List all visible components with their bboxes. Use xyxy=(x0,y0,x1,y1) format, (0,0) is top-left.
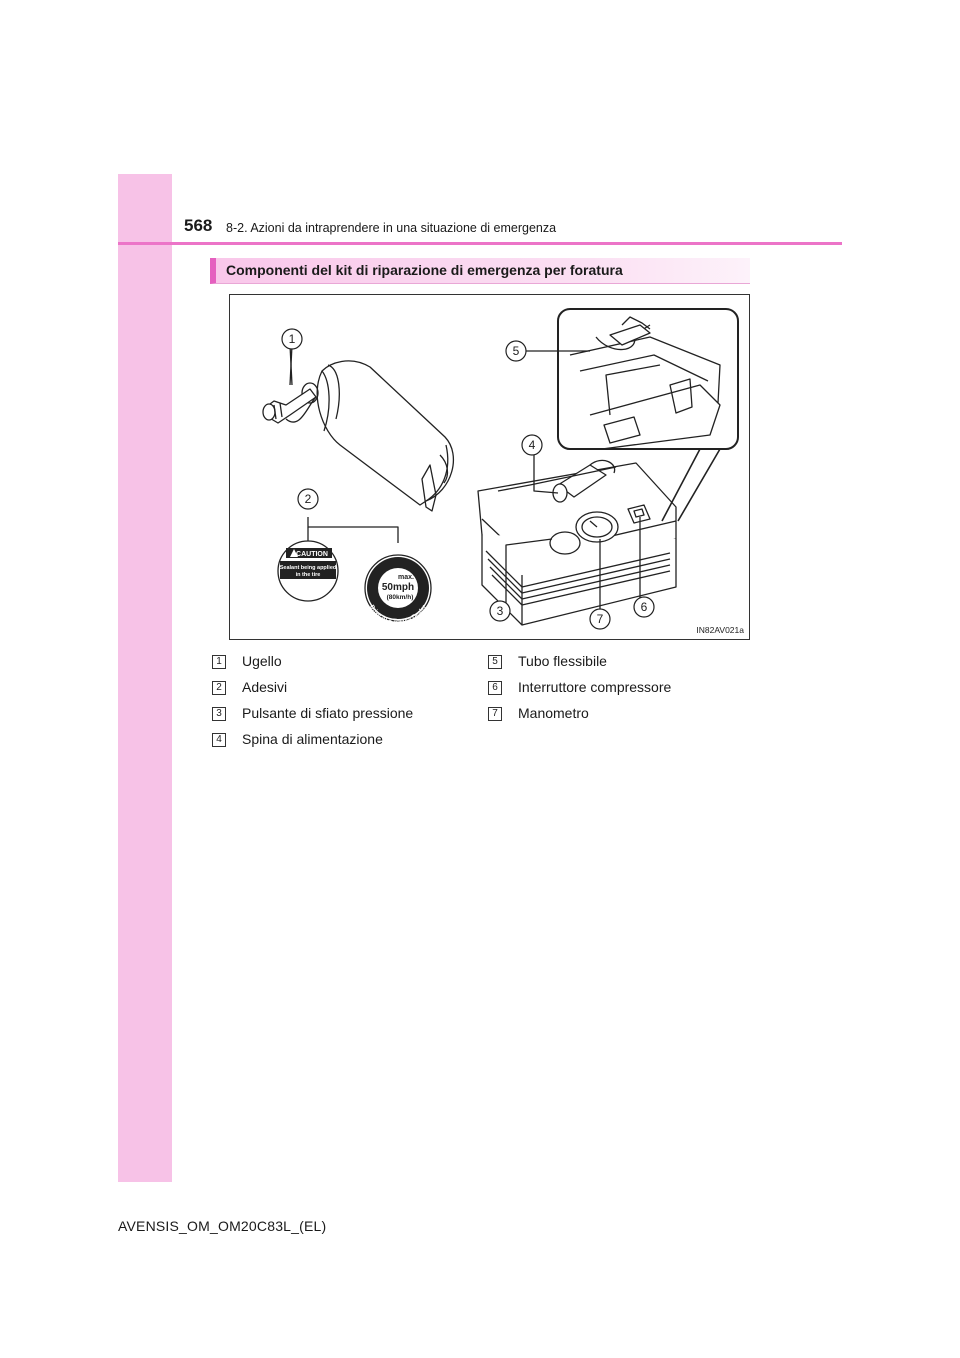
speed-sticker-speed: 50mph xyxy=(381,582,415,593)
section-heading xyxy=(210,258,750,284)
header-rule xyxy=(118,242,842,245)
chapter-title: 8-2. Azioni da intraprendere in una situazione di emergenza xyxy=(226,221,557,235)
sealant-bottle-drawing xyxy=(263,345,453,511)
caution-title: CAUTION xyxy=(296,551,328,558)
page-number: 568 xyxy=(184,216,213,235)
callout-2-label: 2 xyxy=(304,492,312,506)
legend-number: 4 xyxy=(212,733,226,747)
callout-3-label: 3 xyxy=(496,604,504,618)
speed-sticker xyxy=(367,546,429,625)
callout-6-label: 6 xyxy=(640,600,648,614)
legend-label: Tubo flessibile xyxy=(518,653,607,669)
document-footer: AVENSIS_OM_OM20C83L_(EL) xyxy=(118,1218,327,1234)
legend-number: 6 xyxy=(488,681,502,695)
speed-sticker-speed-metric: (80km/h) xyxy=(386,594,414,601)
legend-label: Manometro xyxy=(518,705,589,721)
legend-label: Pulsante di sfiato pressione xyxy=(242,705,414,721)
callout-5-label: 5 xyxy=(512,344,520,358)
callout-1-label: 1 xyxy=(288,332,296,346)
caution-sticker xyxy=(280,548,337,579)
speed-sticker-max: max. xyxy=(398,574,414,581)
callout-4-label: 4 xyxy=(528,438,536,452)
legend-label: Ugello xyxy=(242,653,282,669)
callout-7-label: 7 xyxy=(596,612,604,626)
caution-line2: in the tire xyxy=(295,572,321,578)
figure-code: IN82AV021a xyxy=(696,625,744,635)
repair-kit-figure xyxy=(229,294,750,640)
legend-label: Spina di alimentazione xyxy=(242,731,383,747)
legend-number: 5 xyxy=(488,655,502,669)
legend-number: 2 xyxy=(212,681,226,695)
legend-number: 7 xyxy=(488,707,502,721)
speed-sticker-bottom-arc: Drive to a Toyota Dealer xyxy=(368,604,428,626)
caution-line1: Sealant being applied xyxy=(279,565,337,571)
legend-label: Adesivi xyxy=(242,679,288,695)
legend-number: 1 xyxy=(212,655,226,669)
legend-number: 3 xyxy=(212,707,226,721)
chapter-sidebar-tab xyxy=(118,174,172,1182)
speed-sticker-top-arc: Strict observance xyxy=(368,545,428,565)
section-heading-text: Componenti del kit di riparazione di emergenza per foratura xyxy=(226,262,623,278)
repair-kit-illustration xyxy=(230,295,751,641)
legend-label: Interruttore compressore xyxy=(518,679,672,695)
